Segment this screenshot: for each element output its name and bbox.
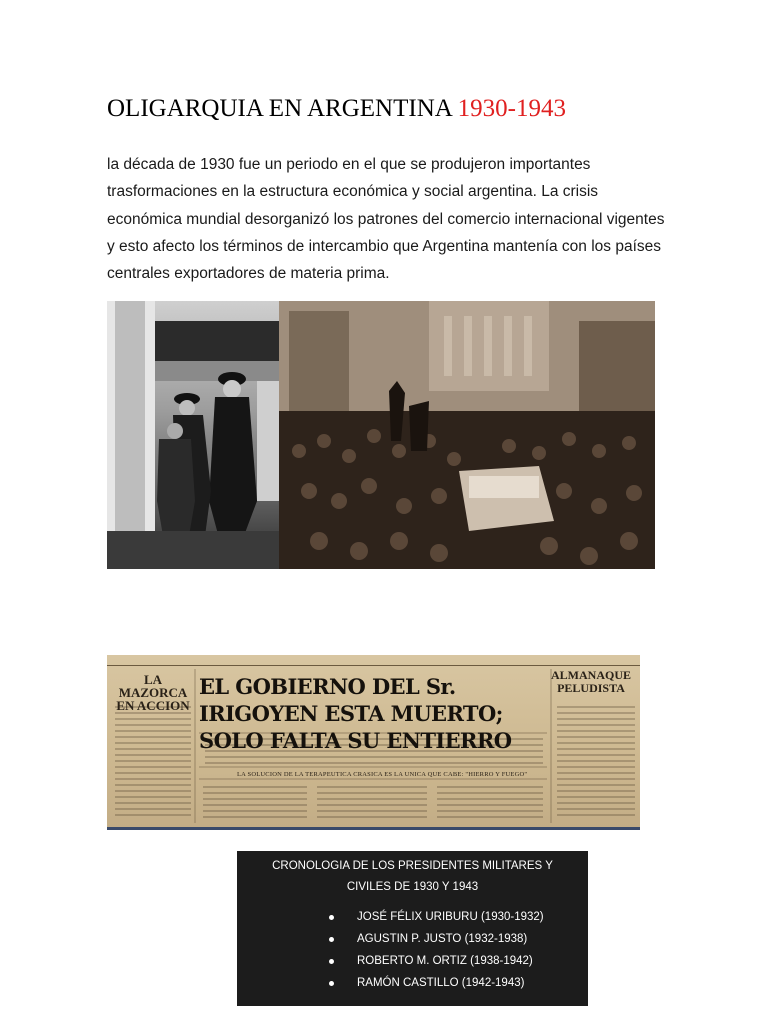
photo-officials-drawing — [107, 301, 279, 569]
intro-paragraph: la década de 1930 fue un periodo en el que se produjeron importantes trasformaciones en la estructura económica y social argentina. La crisis económica mundial desorganizó los patrones del comercio internacional vigentes y esto afecto los términos de intercambio que Argentina mantenía con los países centrales exportadores de materia prima. — [107, 156, 665, 283]
page-title — [107, 95, 566, 123]
chronology-list — [251, 906, 574, 994]
title-years: 1930-1943 — [457, 95, 566, 122]
chronology-box — [237, 851, 588, 1006]
list-item: RAMÓN CASTILLO (1942-1943) — [251, 972, 574, 994]
list-item: AGUSTIN P. JUSTO (1932-1938) — [251, 928, 574, 950]
title-main: OLIGARQUIA EN ARGENTINA — [107, 95, 452, 122]
newspaper-left-column-title: LA MAZORCA EN ACCION — [116, 672, 190, 713]
newspaper-headline: EL GOBIERNO DEL Sr. IRIGOYEN ESTA MUERTO; SOLO FALTA SU ENTIERRO — [199, 674, 512, 753]
chronology-title: CRONOLOGIA DE LOS PRESIDENTES MILITARES Y CIVILES DE 1930 Y 1943 — [272, 860, 553, 893]
newspaper-clipping — [107, 655, 640, 830]
list-item: ROBERTO M. ORTIZ (1938-1942) — [251, 950, 574, 972]
list-item: JOSÉ FÉLIX URIBURU (1930-1932) — [251, 906, 574, 928]
newspaper-dateline — [107, 657, 640, 666]
historical-photos — [107, 301, 655, 569]
photo-crowd-demonstration — [279, 301, 655, 569]
photo-crowd-drawing — [279, 301, 655, 569]
newspaper-right-column-title: ALMANAQUE PELUDISTA — [551, 668, 631, 695]
photo-officials-boarding — [107, 301, 279, 569]
newspaper-subhead: LA SOLUCION DE LA TERAPEUTICA CRASICA ES LA UNICA QUE CABE: "HIERRO Y FUEGO" — [237, 771, 528, 778]
